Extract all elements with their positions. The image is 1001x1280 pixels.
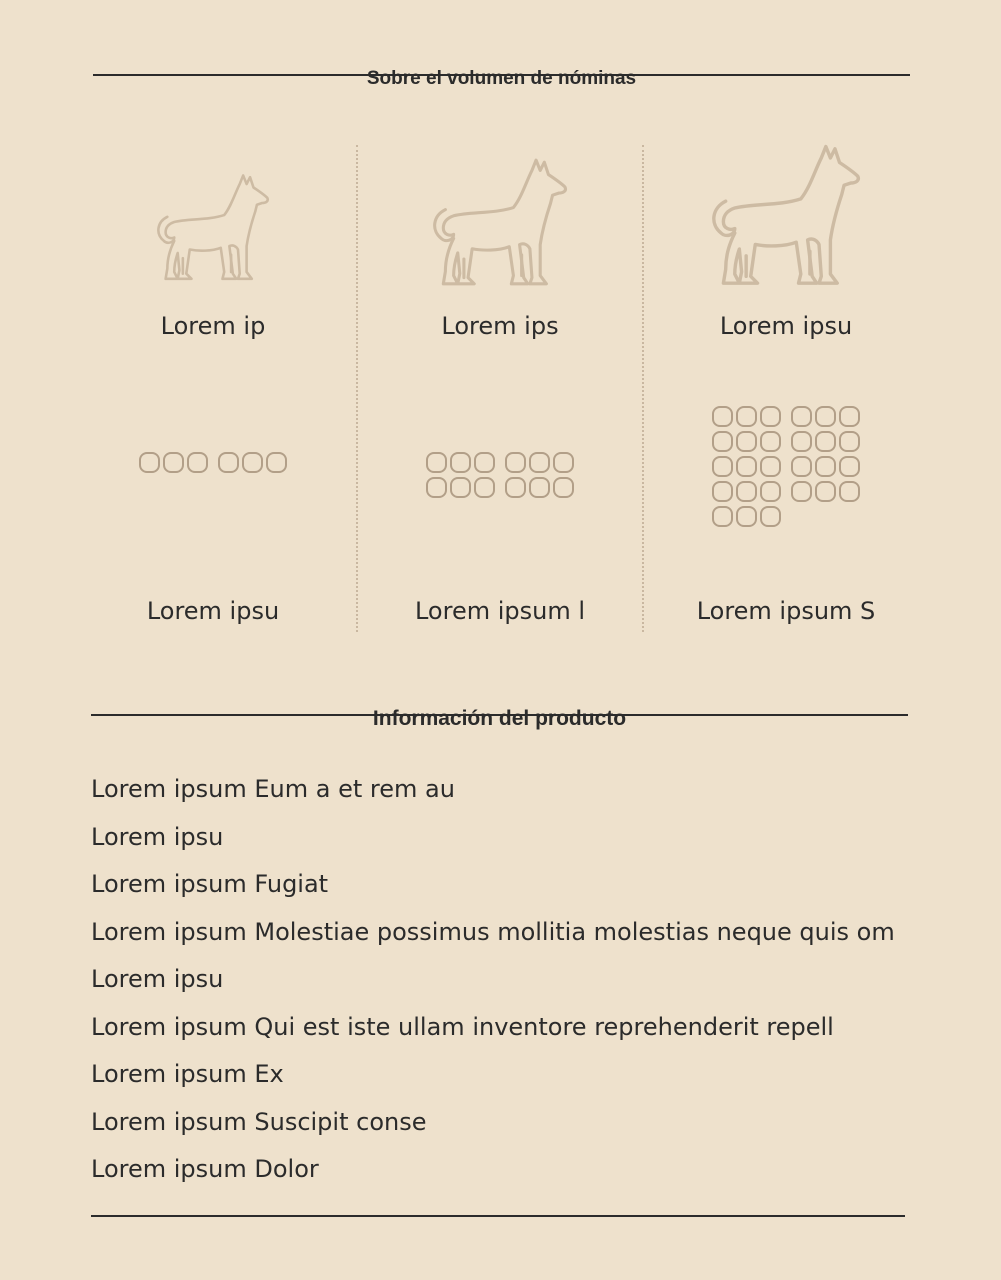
size-column-medium <box>357 0 643 660</box>
pack-unit <box>529 452 550 473</box>
pack-unit <box>474 477 495 498</box>
pack-units-group <box>218 452 287 473</box>
pack-unit <box>163 452 184 473</box>
pack-units-row <box>139 452 287 473</box>
pack-unit <box>736 506 757 527</box>
pack-unit <box>553 452 574 473</box>
pack-units-group <box>426 477 495 498</box>
pack-unit <box>760 506 781 527</box>
pack-unit <box>712 406 733 427</box>
size-label: Lorem ip <box>160 312 266 340</box>
pack-unit <box>760 431 781 452</box>
pack-units-group <box>505 477 574 498</box>
pack-units-group <box>505 452 574 473</box>
pack-units-row <box>712 406 860 427</box>
pack-units-grid <box>426 452 574 498</box>
pack-units-group <box>791 456 860 477</box>
pack-unit <box>712 456 733 477</box>
pack-units-group <box>712 456 781 477</box>
pack-label: Lorem ipsu <box>146 597 280 625</box>
pack-unit <box>839 431 860 452</box>
list-item: Lorem ipsum Fugiat <box>91 870 329 898</box>
pack-units-row <box>712 506 860 527</box>
pack-units-group <box>791 406 860 427</box>
pack-units-row <box>426 452 574 473</box>
size-column-large <box>643 0 929 660</box>
pack-units-group <box>712 506 781 527</box>
pack-unit <box>839 456 860 477</box>
pack-units-group <box>139 452 208 473</box>
pack-unit <box>760 456 781 477</box>
pack-units-group <box>712 431 781 452</box>
pack-unit <box>815 431 836 452</box>
pack-unit <box>839 481 860 502</box>
bottom-divider <box>91 1215 905 1217</box>
product-info-list <box>91 766 895 1194</box>
pack-unit <box>791 431 812 452</box>
pack-unit <box>815 456 836 477</box>
pack-unit <box>139 452 160 473</box>
section-title-info: Información del producto <box>372 707 627 730</box>
pack-unit <box>815 481 836 502</box>
list-item: Lorem ipsu <box>91 965 224 993</box>
list-item: Lorem ipsum Qui est iste ullam inventore reprehenderit repell <box>91 1012 834 1041</box>
pack-units-group <box>426 452 495 473</box>
pack-unit <box>791 406 812 427</box>
pack-units-group <box>791 431 860 452</box>
list-item: Lorem ipsum Ex <box>91 1060 284 1088</box>
pack-units-row <box>712 481 860 502</box>
pack-units-row <box>712 431 860 452</box>
pack-unit <box>760 406 781 427</box>
pack-unit <box>815 406 836 427</box>
pack-unit <box>242 452 263 473</box>
pack-unit <box>712 481 733 502</box>
pack-unit <box>187 452 208 473</box>
pack-unit <box>760 481 781 502</box>
pack-label: Lorem ipsum l <box>414 597 586 625</box>
pack-unit <box>712 506 733 527</box>
pack-units-row <box>712 456 860 477</box>
pack-units-group <box>712 481 781 502</box>
pack-label: Lorem ipsum S <box>696 597 876 625</box>
pack-units-group <box>712 406 781 427</box>
pack-unit <box>426 477 447 498</box>
list-item: Lorem ipsum Suscipit conse <box>91 1107 427 1136</box>
pack-unit <box>736 456 757 477</box>
section-title-volume: Sobre el volumen de nóminas <box>366 68 637 89</box>
pack-units-grid <box>712 406 860 527</box>
size-label: Lorem ips <box>441 312 559 340</box>
pack-unit <box>791 456 812 477</box>
pack-units-group <box>791 481 860 502</box>
size-label: Lorem ipsu <box>719 312 853 340</box>
pack-unit <box>839 406 860 427</box>
pack-unit <box>426 452 447 473</box>
dog-medium-icon <box>423 156 578 290</box>
pack-unit <box>450 477 471 498</box>
pack-unit <box>553 477 574 498</box>
list-item: Lorem ipsu <box>91 822 224 851</box>
pack-unit <box>218 452 239 473</box>
pack-unit <box>736 431 757 452</box>
pack-unit <box>266 452 287 473</box>
pack-unit <box>505 477 526 498</box>
pack-unit <box>736 481 757 502</box>
size-column-small <box>70 0 356 660</box>
list-item: Lorem ipsum Molestiae possimus mollitia molestias neque quis om <box>91 917 895 946</box>
pack-units-grid <box>139 452 287 473</box>
pack-unit <box>505 452 526 473</box>
list-item: Lorem ipsum Eum a et rem au <box>91 775 455 803</box>
pack-unit <box>712 431 733 452</box>
pack-unit <box>474 452 495 473</box>
list-item: Lorem ipsum Dolor <box>91 1155 319 1183</box>
pack-unit <box>450 452 471 473</box>
dog-large-icon <box>700 142 872 290</box>
dog-small-icon <box>148 172 278 284</box>
pack-unit <box>791 481 812 502</box>
pack-unit <box>736 406 757 427</box>
pack-unit <box>529 477 550 498</box>
pack-units-row <box>426 477 574 498</box>
section-header-info <box>91 707 908 730</box>
